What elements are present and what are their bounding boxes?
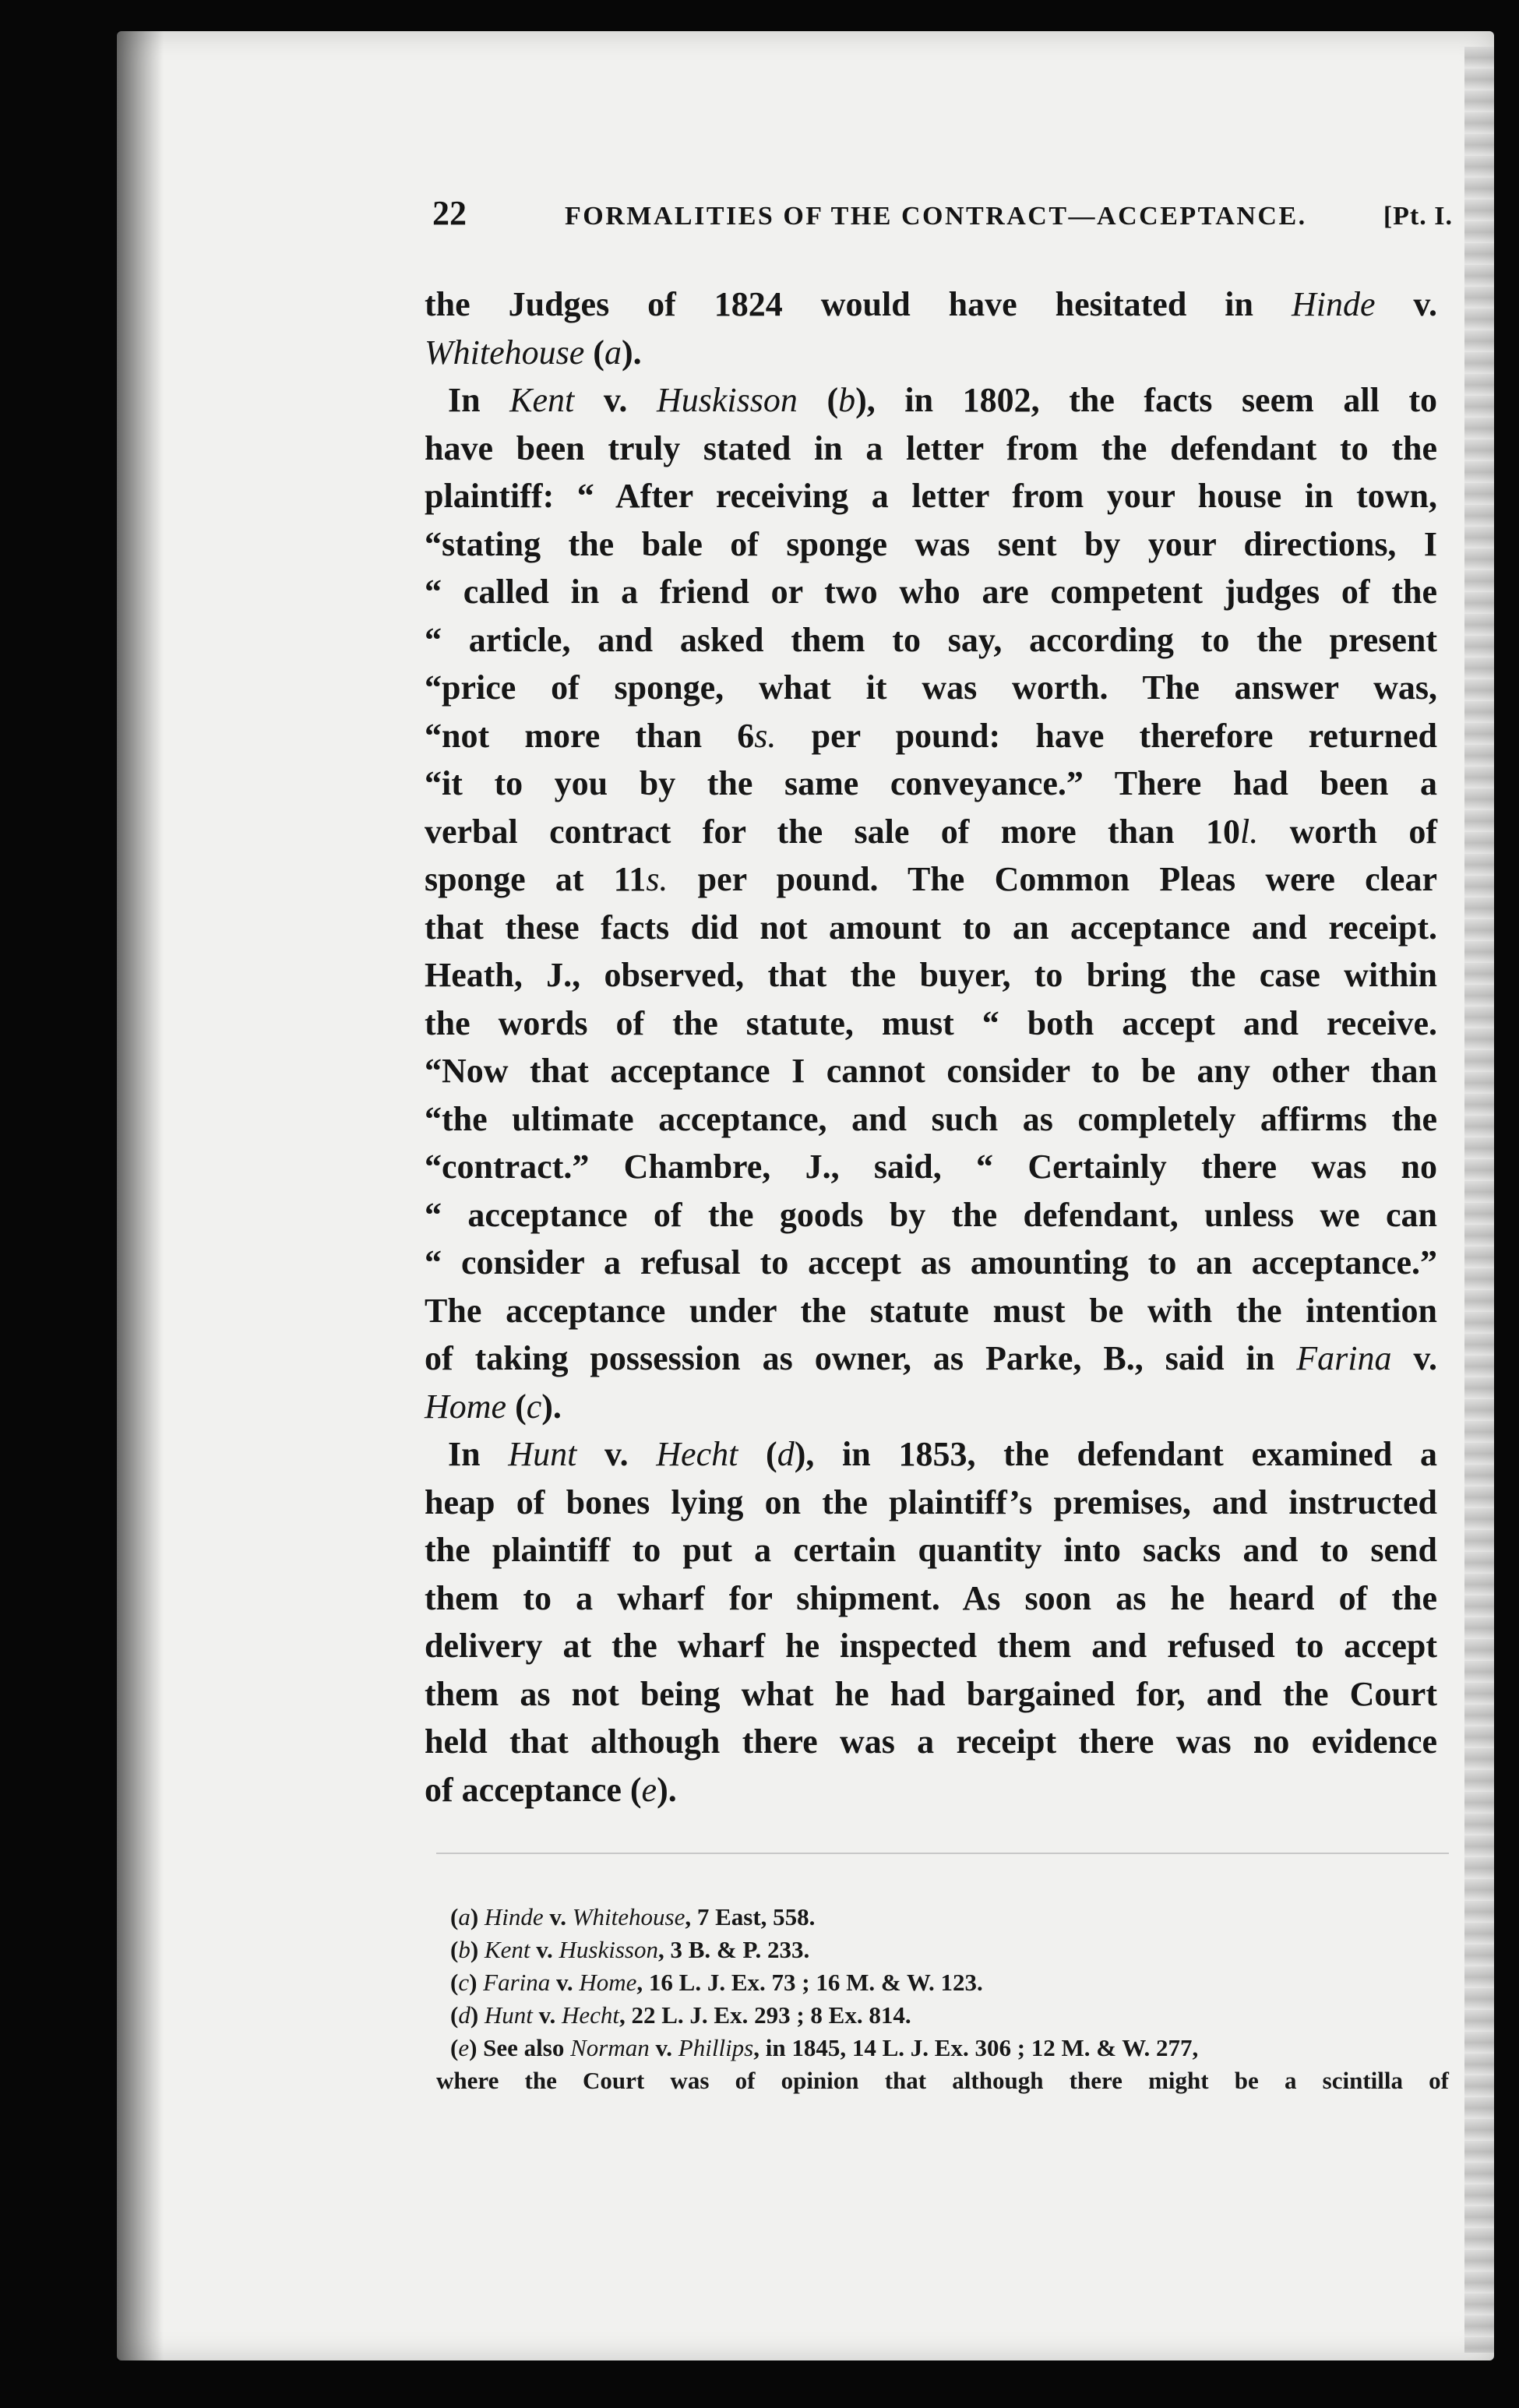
italic-text: Huskisson [559, 1936, 658, 1963]
text-line: have been truly stated in a letter from the defendant to the [425, 428, 1437, 467]
text-line: “not more than 6s. per pound: have therefore returned [425, 716, 1437, 755]
italic-text: Norman [570, 2034, 650, 2061]
text-line: held that although there was a receipt there was no evidence [425, 1722, 1437, 1761]
footnote: (a) Hinde v. Whitehouse, 7 East, 558. [450, 1903, 816, 1930]
text-line: “ acceptance of the goods by the defendant, unless we can [425, 1195, 1437, 1234]
text-line: verbal contract for the sale of more than 10l. worth of [425, 812, 1437, 851]
text-line: Heath, J., observed, that the buyer, to bring the case within [425, 956, 1437, 994]
italic-text: Hecht [561, 2001, 619, 2029]
italic-text: Kent [509, 381, 575, 419]
running-head [432, 193, 1453, 233]
page-edge [1464, 47, 1494, 2353]
text-line: the plaintiff to put a certain quantity into sacks and to send [425, 1531, 1437, 1569]
italic-text: Hunt [508, 1435, 577, 1473]
text-line: the words of the statute, must “ both accept and receive. [425, 1003, 1437, 1042]
italic-text: Huskisson [657, 381, 798, 419]
italic-text: s. [754, 716, 777, 755]
italic-text: Whitehouse [425, 333, 585, 372]
running-title: FORMALITIES OF THE CONTRACT—ACCEPTANCE. [565, 202, 1307, 231]
italic-text: Kent [484, 1936, 530, 1963]
body-text [425, 280, 1437, 1814]
italic-text: l. [1239, 812, 1259, 851]
text-line: Home (c). [425, 1387, 562, 1426]
text-line: “the ultimate acceptance, and such as completely affirms the [425, 1099, 1437, 1138]
footnote: (e) See also Norman v. Phillips, in 1845, 14 L. J. Ex. 306 ; 12 M. & W. 277, [450, 2034, 1199, 2061]
italic-text: Hinde [1291, 285, 1376, 323]
text-line: “Now that acceptance I cannot consider to be any other than [425, 1052, 1437, 1090]
italic-text: a [604, 333, 622, 372]
text-line: sponge at 11s. per pound. The Common Pleas were clear [425, 860, 1437, 898]
text-line: heap of bones lying on the plaintiff’s premises, and instructed [425, 1483, 1437, 1521]
footnote-rule [436, 1853, 1449, 1854]
italic-text: Farina [483, 1969, 551, 1996]
italic-text: c [458, 1969, 470, 1996]
footnote: where the Court was of opinion that although there might be a scintilla of [436, 2067, 1449, 2094]
italic-text: b [838, 381, 856, 419]
text-line: In Hunt v. Hecht (d), in 1853, the defendant examined a [448, 1435, 1438, 1473]
text-line: plaintiff: “ After receiving a letter from your house in town, [425, 477, 1437, 515]
footnote: (c) Farina v. Home, 16 L. J. Ex. 73 ; 16 M. & W. 123. [450, 1969, 983, 1996]
text-line: them to a wharf for shipment. As soon as he heard of the [425, 1578, 1437, 1617]
italic-text: Whitehouse [572, 1903, 685, 1930]
text-line: the Judges of 1824 would have hesitated in Hinde v. [425, 285, 1438, 323]
italic-text: Home [579, 1969, 637, 1996]
italic-text: Hecht [656, 1435, 738, 1473]
italic-text: Farina [1296, 1339, 1392, 1377]
text-line: that these facts did not amount to an acceptance and receipt. [425, 908, 1437, 947]
text-line: The acceptance under the statute must be with the intention [425, 1291, 1437, 1330]
text-line: of taking possession as owner, as Parke, B., said in Farina v. [425, 1339, 1438, 1377]
text-line: In Kent v. Huskisson (b), in 1802, the facts seem all to [448, 381, 1438, 419]
text-line: “ article, and asked them to say, according to the present [425, 620, 1437, 659]
text-line: “it to you by the same conveyance.” There had been a [425, 764, 1437, 802]
italic-text: d [458, 2001, 471, 2029]
italic-text: c [526, 1387, 542, 1426]
italic-text: a [458, 1903, 471, 1930]
text-line: delivery at the wharf he inspected them and refused to accept [425, 1627, 1437, 1665]
italic-text: e [641, 1770, 657, 1809]
footnotes [436, 1901, 1449, 2097]
italic-text: Home [425, 1387, 507, 1426]
text-line: of acceptance (e). [425, 1770, 677, 1809]
text-line: Whitehouse (a). [425, 333, 642, 372]
text-line: “price of sponge, what it was worth. The answer was, [425, 668, 1437, 707]
text-line: “ consider a refusal to accept as amounting to an acceptance.” [425, 1243, 1437, 1282]
text-line: “contract.” Chambre, J., said, “ Certainly there was no [425, 1148, 1437, 1186]
text-line: them as not being what he had bargained for, and the Court [425, 1674, 1437, 1713]
italic-text: Hinde [484, 1903, 544, 1930]
page-number: 22 [432, 194, 467, 232]
italic-text: Hunt [484, 2001, 533, 2029]
binding-shadow [117, 31, 164, 2360]
italic-text: s. [646, 860, 668, 898]
italic-text: e [458, 2034, 470, 2061]
footnote: (b) Kent v. Huskisson, 3 B. & P. 233. [450, 1936, 810, 1963]
text-line: “ called in a friend or two who are competent judges of the [425, 573, 1437, 611]
italic-text: d [777, 1435, 795, 1473]
part-label: [Pt. I. [1383, 202, 1453, 231]
text-line: “stating the bale of sponge was sent by your directions, I [425, 524, 1437, 563]
footnote: (d) Hunt v. Hecht, 22 L. J. Ex. 293 ; 8 Ex. 814. [450, 2001, 911, 2029]
italic-text: Phillips [678, 2034, 754, 2061]
italic-text: b [458, 1936, 471, 1963]
